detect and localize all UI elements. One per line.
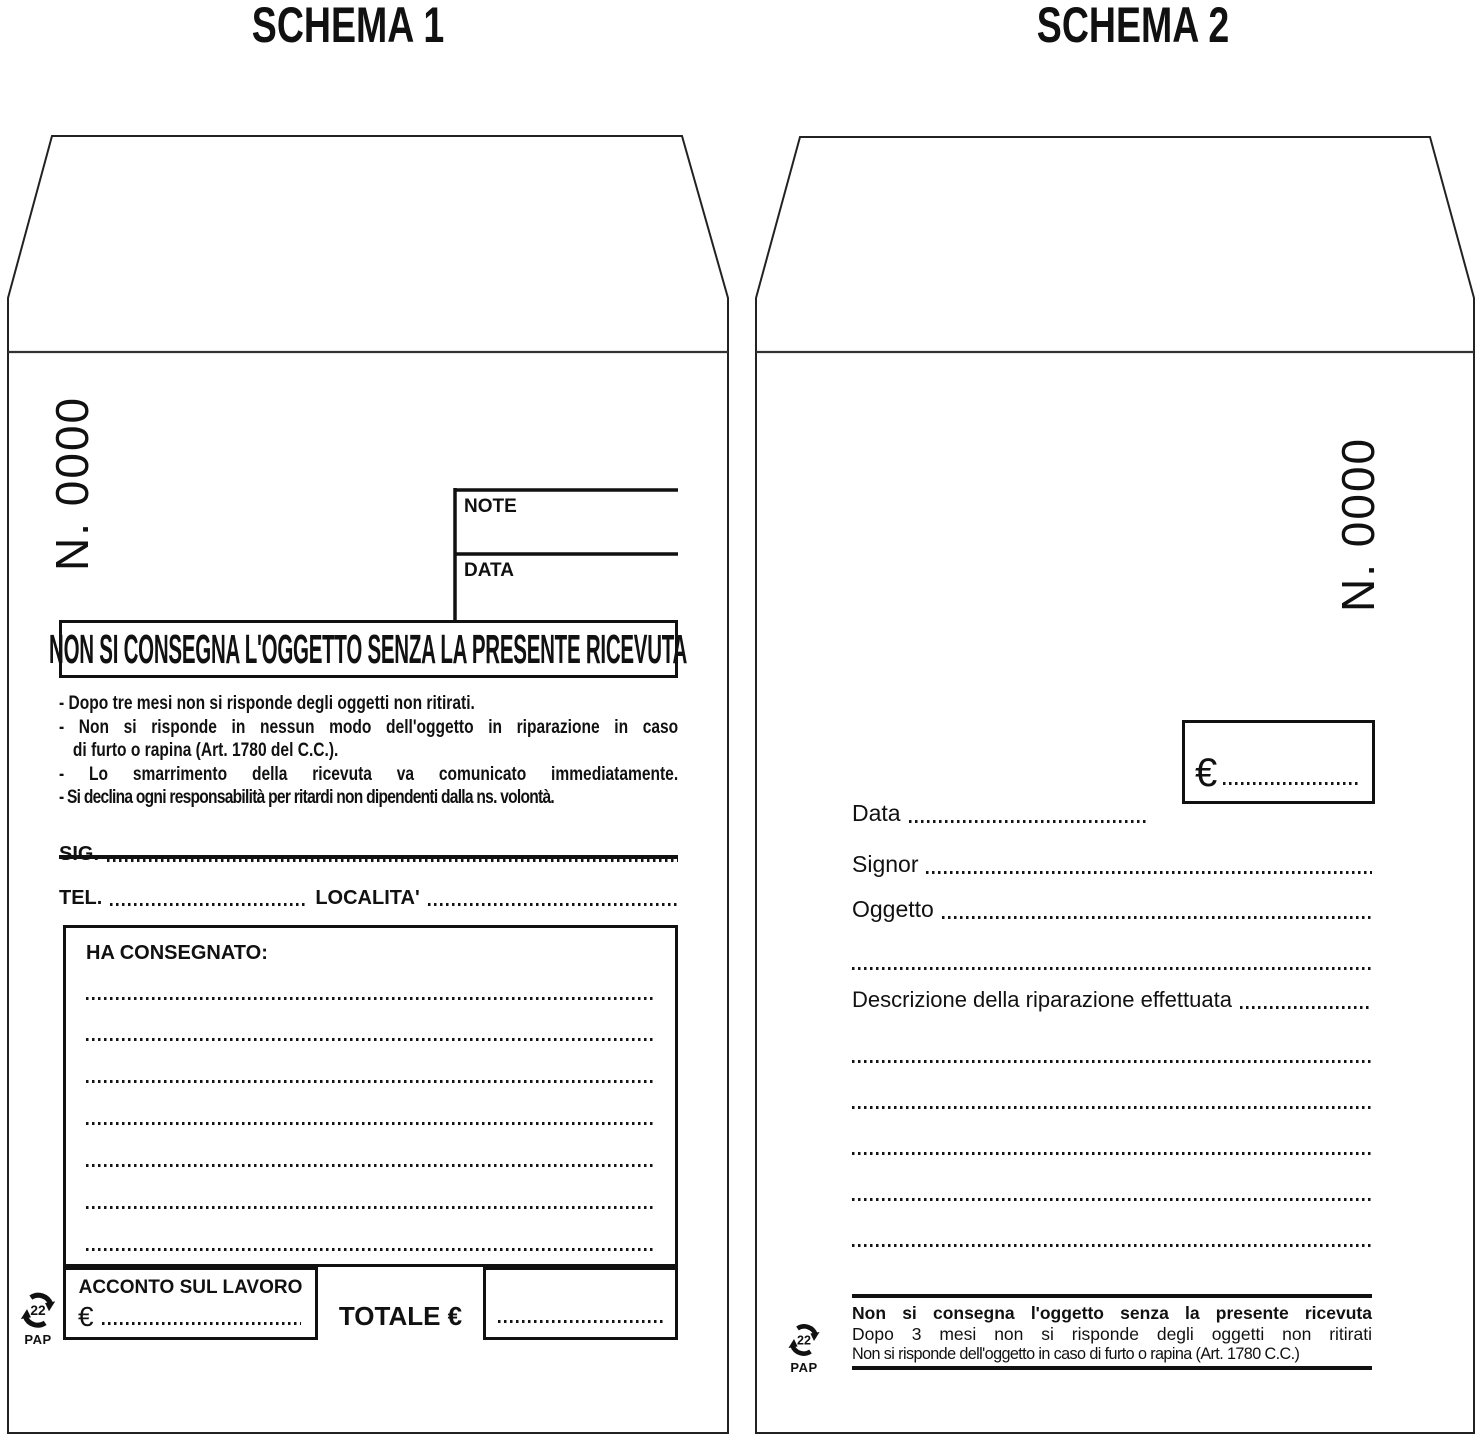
- conditions-list: [59, 692, 678, 810]
- footer-bottom-rule: [852, 1366, 1372, 1370]
- descrizione-label: Descrizione della riparazione effettuata: [852, 987, 1232, 1012]
- recycle-pap-icon: [14, 1286, 62, 1347]
- condition-line: di furto o rapina (Art. 1780 del C.C.).: [72, 740, 339, 761]
- dotted-line: [86, 1248, 655, 1251]
- envelope2-serial-number: N. 0000: [1332, 436, 1384, 612]
- schema1-title: SCHEMA 1: [251, 0, 445, 53]
- signor-field-row: [852, 851, 1372, 878]
- descrizione-field-row: [852, 987, 1372, 1013]
- signor-label: Signor: [852, 851, 919, 877]
- pap-label: PAP: [24, 1332, 52, 1347]
- svg-text:22: 22: [797, 1333, 811, 1348]
- banner-text: NON SI CONSEGNA L'OGGETTO SENZA LA PRESENTE RICEVUTA: [49, 625, 688, 672]
- acconto-box: [63, 1267, 318, 1340]
- svg-text:22: 22: [30, 1303, 46, 1319]
- dotted-line: [498, 1320, 663, 1323]
- note-label: NOTE: [464, 496, 517, 517]
- dotted-line: [852, 1152, 1372, 1155]
- envelope1-serial-number: N. 0000: [46, 395, 98, 571]
- acconto-label: ACCONTO SUL LAVORO: [78, 1277, 303, 1298]
- dotted-filler: [909, 820, 1147, 823]
- dotted-line: [852, 1060, 1372, 1063]
- ha-consegnato-label: HA CONSEGNATO:: [86, 942, 268, 964]
- euro-icon: €: [78, 1300, 94, 1332]
- sig-field-row: [59, 843, 678, 866]
- condition-line: - Non si risponde in nessun modo dell'oggetto in riparazione in caso: [59, 716, 679, 738]
- dotted-line: [86, 1164, 655, 1167]
- dotted-line: [86, 1122, 655, 1125]
- dotted-filler: [110, 903, 305, 906]
- recycle-arrows-icon: [15, 1286, 61, 1330]
- dotted-filler: [428, 903, 678, 906]
- acconto-amount-row: [78, 1300, 301, 1332]
- condition-line: - Lo smarrimento della ricevuta va comunicato immediatamente.: [59, 763, 679, 785]
- tel-label: TEL.: [59, 887, 103, 909]
- euro-icon: €: [1195, 751, 1218, 795]
- footer-top-rule: [852, 1294, 1372, 1298]
- euro-amount-box: [1182, 720, 1375, 804]
- dotted-line: [86, 1038, 655, 1041]
- recycle-pap-icon: [780, 1318, 828, 1375]
- oggetto-field-row: [852, 896, 1372, 923]
- dotted-line: [852, 1198, 1372, 1201]
- data-label: DATA: [464, 560, 514, 581]
- tel-localita-field-row: [59, 887, 678, 910]
- dotted-line: [852, 1244, 1372, 1247]
- footer-line-1: Non si consegna l'oggetto senza la presente ricevuta: [852, 1303, 1372, 1323]
- dotted-line: [852, 967, 1372, 970]
- dotted-filler: [926, 871, 1372, 874]
- dotted-filler: [1223, 782, 1358, 785]
- totale-label: TOTALE €: [338, 1301, 463, 1331]
- dotted-filler: [942, 916, 1372, 919]
- dotted-filler: [1240, 1006, 1372, 1009]
- condition-line: - Si declina ogni responsabilità per ritardi non dipendenti dalla ns. volontà.: [59, 787, 555, 808]
- totale-amount-box: [483, 1267, 678, 1340]
- ha-consegnato-box: [63, 925, 678, 1267]
- dotted-line: [86, 1080, 655, 1083]
- dotted-line: [852, 1106, 1372, 1109]
- dotted-filler: [107, 859, 678, 862]
- recycle-arrows-icon: [783, 1318, 825, 1358]
- dotted-filler: [102, 1322, 301, 1325]
- banner-box: [49, 620, 688, 678]
- condition-line: - Dopo tre mesi non si risponde degli oggetti non ritirati.: [59, 693, 475, 714]
- oggetto-label: Oggetto: [852, 896, 934, 922]
- pap-label: PAP: [790, 1360, 818, 1375]
- footer-line-3: Non si risponde dell'oggetto in caso di furto o rapina (Art. 1780 C.C.): [852, 1345, 1300, 1363]
- sig-label: SIG.: [59, 843, 100, 865]
- data-label: Data: [852, 800, 901, 826]
- footer-line-2: Dopo 3 mesi non si risponde degli oggetti non ritirati: [852, 1324, 1372, 1344]
- data-field-row: [852, 800, 1372, 827]
- dotted-line: [86, 997, 655, 1000]
- schema2-title: SCHEMA 2: [1036, 0, 1230, 53]
- dotted-line: [86, 1206, 655, 1209]
- localita-label: LOCALITA': [315, 887, 420, 909]
